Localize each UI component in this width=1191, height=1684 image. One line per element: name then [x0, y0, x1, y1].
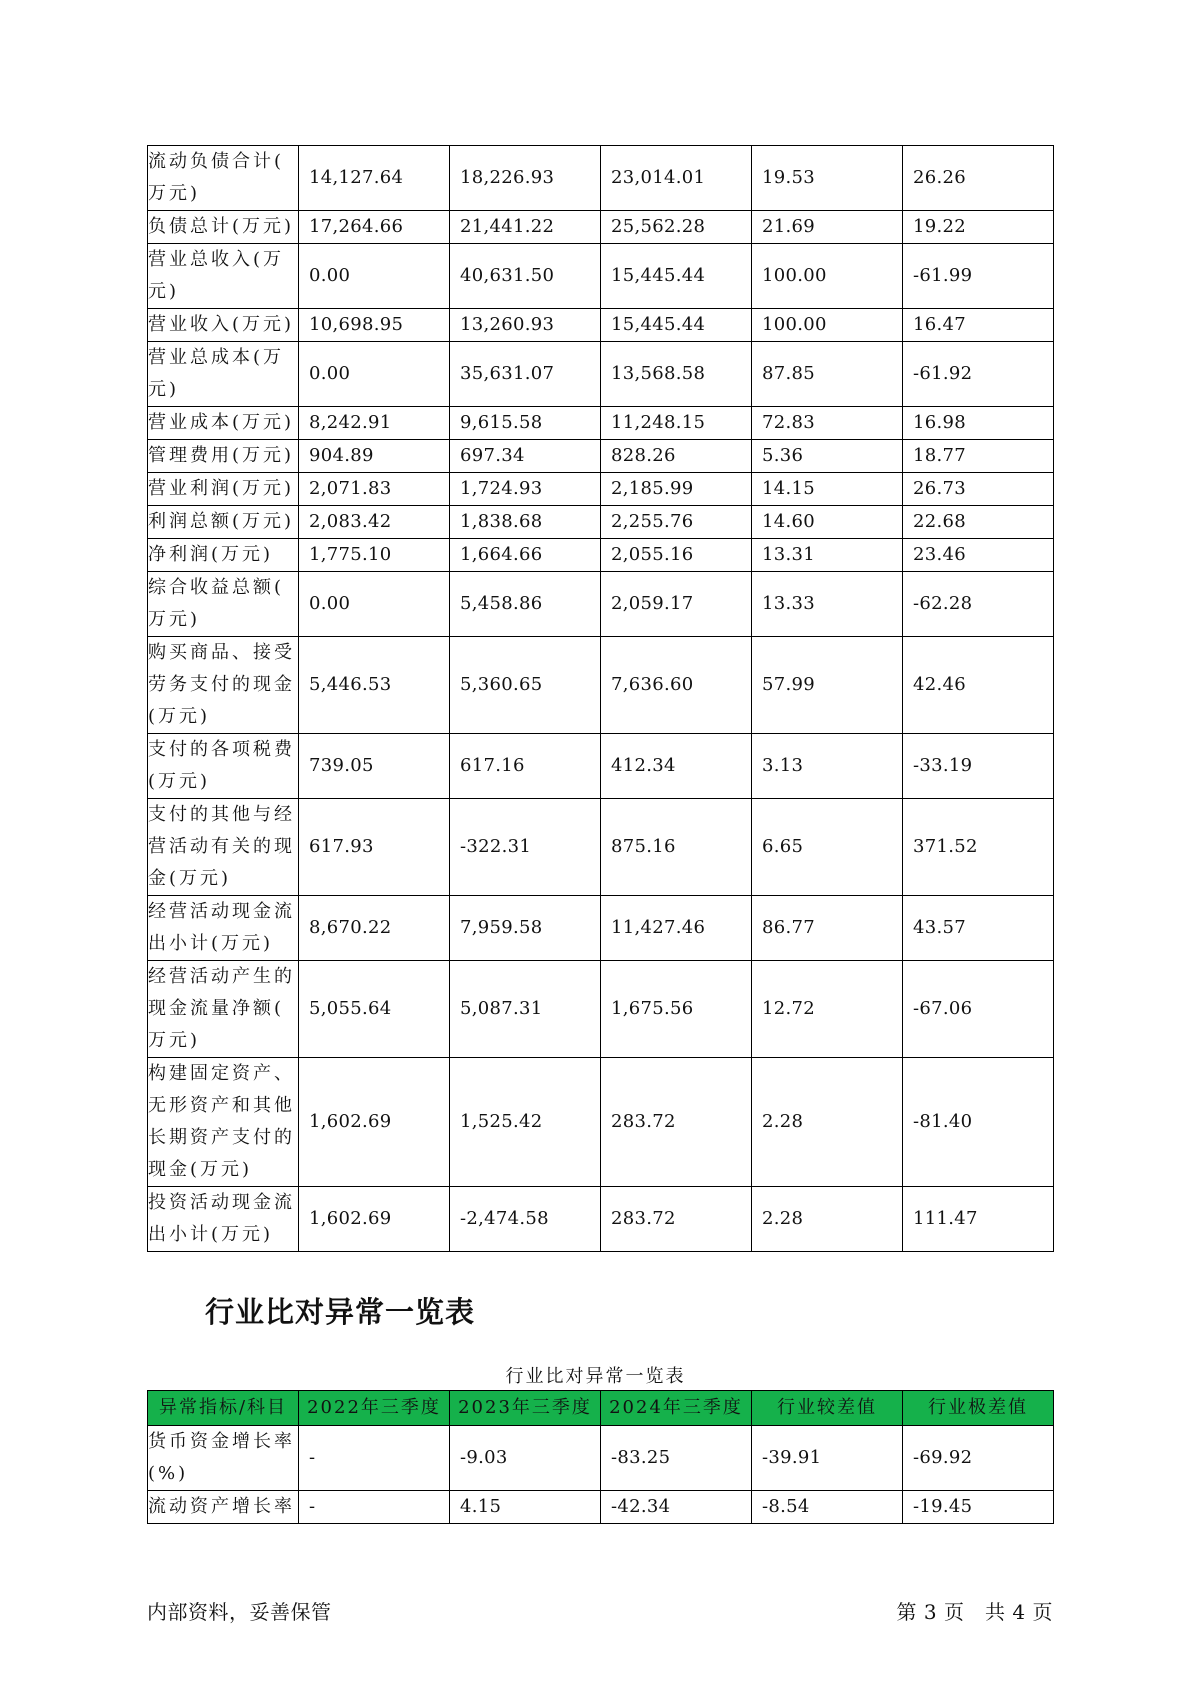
row-label	[148, 799, 299, 896]
row-label	[148, 1491, 299, 1524]
table-row	[148, 1426, 1054, 1491]
table-cell: 1,675.56	[601, 961, 752, 1058]
row-label-line: 金(万元)	[148, 868, 232, 889]
row-label-line: (万元)	[148, 771, 211, 792]
table-cell: 13.33	[752, 572, 903, 637]
row-label-line: 万元)	[148, 609, 201, 630]
table-cell: 18,226.93	[450, 146, 601, 211]
row-label-line: 营业成本(万元)	[148, 412, 295, 433]
column-header: 2024年三季度	[601, 1391, 752, 1426]
table-cell: 2.28	[752, 1187, 903, 1252]
row-label	[148, 637, 299, 734]
row-label	[148, 440, 299, 473]
table-cell: 1,525.42	[450, 1058, 601, 1187]
table-cell: 13.31	[752, 539, 903, 572]
row-label-line: 出小计(万元)	[148, 933, 274, 954]
table-cell: 21.69	[752, 211, 903, 244]
column-header: 2022年三季度	[299, 1391, 450, 1426]
table-cell: 26.73	[903, 473, 1054, 506]
table-cell: 87.85	[752, 342, 903, 407]
table-cell: 86.77	[752, 896, 903, 961]
table-cell: 13,260.93	[450, 309, 601, 342]
column-header: 异常指标/科目	[148, 1391, 299, 1426]
row-label-line: (%)	[148, 1463, 189, 1484]
row-label-line: 现金流量净额(	[148, 998, 285, 1019]
table-cell: 57.99	[752, 637, 903, 734]
row-label	[148, 309, 299, 342]
row-label-line: 元)	[148, 281, 180, 302]
table-cell: 19.53	[752, 146, 903, 211]
table-cell: 2,071.83	[299, 473, 450, 506]
row-label	[148, 407, 299, 440]
table-cell: 13,568.58	[601, 342, 752, 407]
row-label-line: 营业收入(万元)	[148, 314, 295, 335]
row-label-line: 元)	[148, 379, 180, 400]
row-label-line: 万元)	[148, 183, 201, 204]
table-cell: 22.68	[903, 506, 1054, 539]
row-label	[148, 244, 299, 309]
table-row	[148, 572, 1054, 637]
table-cell: 2,059.17	[601, 572, 752, 637]
row-label	[148, 211, 299, 244]
table-cell: 0.00	[299, 244, 450, 309]
industry-comparison-table	[147, 1390, 1054, 1524]
table-cell: 617.93	[299, 799, 450, 896]
table-cell: 904.89	[299, 440, 450, 473]
table-cell: 18.77	[903, 440, 1054, 473]
table-cell: 371.52	[903, 799, 1054, 896]
table-cell: 283.72	[601, 1187, 752, 1252]
row-label-line: 流动负债合计(	[148, 151, 285, 172]
table-cell: 5.36	[752, 440, 903, 473]
row-label-line: 现金(万元)	[148, 1159, 253, 1180]
row-label-line: (万元)	[148, 706, 211, 727]
table-row	[148, 211, 1054, 244]
table-cell: 283.72	[601, 1058, 752, 1187]
table-row	[148, 1491, 1054, 1524]
table-cell: 111.47	[903, 1187, 1054, 1252]
table-cell: 1,664.66	[450, 539, 601, 572]
table-row	[148, 440, 1054, 473]
table-cell: 2,185.99	[601, 473, 752, 506]
row-label-line: 净利润(万元)	[148, 544, 274, 565]
table-cell: 19.22	[903, 211, 1054, 244]
table-cell: -67.06	[903, 961, 1054, 1058]
table-cell: 14.15	[752, 473, 903, 506]
table-cell: -62.28	[903, 572, 1054, 637]
footer-confidential-note: 内部资料，妥善保管	[147, 1600, 332, 1624]
table-cell: -83.25	[601, 1426, 752, 1491]
table-cell: -42.34	[601, 1491, 752, 1524]
table-cell: 35,631.07	[450, 342, 601, 407]
row-label-line: 万元)	[148, 1030, 201, 1051]
row-label	[148, 1187, 299, 1252]
column-header: 行业较差值	[752, 1391, 903, 1426]
table-cell: 5,446.53	[299, 637, 450, 734]
table-cell: 72.83	[752, 407, 903, 440]
table-cell: 875.16	[601, 799, 752, 896]
table-cell: 8,242.91	[299, 407, 450, 440]
table-cell: 42.46	[903, 637, 1054, 734]
table-caption: 行业比对异常一览表	[505, 1366, 686, 1387]
section-heading: 行业比对异常一览表	[205, 1295, 476, 1329]
table-cell: 43.57	[903, 896, 1054, 961]
table-cell: -	[299, 1491, 450, 1524]
table-cell: 100.00	[752, 244, 903, 309]
table-cell: -33.19	[903, 734, 1054, 799]
table-cell: -19.45	[903, 1491, 1054, 1524]
table-cell: 8,670.22	[299, 896, 450, 961]
table-cell: 1,775.10	[299, 539, 450, 572]
table-cell: 14,127.64	[299, 146, 450, 211]
table-cell: -61.92	[903, 342, 1054, 407]
table-cell: 1,602.69	[299, 1058, 450, 1187]
row-label-line: 长期资产支付的	[148, 1127, 295, 1148]
table-cell: 26.26	[903, 146, 1054, 211]
row-label-line: 经营活动现金流	[148, 901, 295, 922]
row-label-line: 构建固定资产、	[148, 1063, 295, 1084]
table-cell: 10,698.95	[299, 309, 450, 342]
row-label	[148, 896, 299, 961]
row-label-line: 负债总计(万元)	[148, 216, 295, 237]
row-label-line: 无形资产和其他	[148, 1095, 295, 1116]
table-cell: 0.00	[299, 572, 450, 637]
table-cell: 17,264.66	[299, 211, 450, 244]
table-cell: 4.15	[450, 1491, 601, 1524]
table-row	[148, 799, 1054, 896]
row-label-line: 经营活动产生的	[148, 966, 295, 987]
table-cell: 2,055.16	[601, 539, 752, 572]
table-cell: 828.26	[601, 440, 752, 473]
table-row	[148, 539, 1054, 572]
table-cell: 0.00	[299, 342, 450, 407]
row-label-line: 营活动有关的现	[148, 836, 295, 857]
table-row	[148, 342, 1054, 407]
table-cell: -2,474.58	[450, 1187, 601, 1252]
table-cell: -69.92	[903, 1426, 1054, 1491]
table-cell: 412.34	[601, 734, 752, 799]
row-label-line: 出小计(万元)	[148, 1224, 274, 1245]
row-label	[148, 1058, 299, 1187]
table-row	[148, 896, 1054, 961]
table-cell: 9,615.58	[450, 407, 601, 440]
table-cell: -322.31	[450, 799, 601, 896]
table-cell: 1,838.68	[450, 506, 601, 539]
table-cell: 617.16	[450, 734, 601, 799]
table-cell: 2,083.42	[299, 506, 450, 539]
table-cell: -	[299, 1426, 450, 1491]
row-label	[148, 572, 299, 637]
row-label	[148, 734, 299, 799]
table-cell: 5,458.86	[450, 572, 601, 637]
row-label-line: 综合收益总额(	[148, 577, 285, 598]
row-label	[148, 1426, 299, 1491]
table-row	[148, 244, 1054, 309]
table-cell: 14.60	[752, 506, 903, 539]
table-cell: 23.46	[903, 539, 1054, 572]
table-cell: 7,959.58	[450, 896, 601, 961]
row-label-line: 营业利润(万元)	[148, 478, 295, 499]
row-label-line: 货币资金增长率	[148, 1431, 295, 1452]
row-label-line: 营业总收入(万	[148, 249, 285, 270]
footer-page-number: 第 3 页 共 4 页	[896, 1600, 1053, 1624]
table-cell: 23,014.01	[601, 146, 752, 211]
row-label-line: 购买商品、接受	[148, 642, 295, 663]
table-cell: 5,087.31	[450, 961, 601, 1058]
row-label-line: 营业总成本(万	[148, 347, 285, 368]
table-cell: -81.40	[903, 1058, 1054, 1187]
table-cell: 7,636.60	[601, 637, 752, 734]
row-label-line: 支付的其他与经	[148, 804, 295, 825]
row-label	[148, 473, 299, 506]
table-row	[148, 407, 1054, 440]
table-cell: -8.54	[752, 1491, 903, 1524]
table-cell: -39.91	[752, 1426, 903, 1491]
row-label	[148, 539, 299, 572]
table-cell: 40,631.50	[450, 244, 601, 309]
table-cell: 739.05	[299, 734, 450, 799]
table-cell: 3.13	[752, 734, 903, 799]
table-cell: -61.99	[903, 244, 1054, 309]
table-row	[148, 146, 1054, 211]
table-cell: 5,360.65	[450, 637, 601, 734]
table-cell: 5,055.64	[299, 961, 450, 1058]
table-cell: 15,445.44	[601, 309, 752, 342]
table-cell: 2.28	[752, 1058, 903, 1187]
table-cell: 15,445.44	[601, 244, 752, 309]
table-cell: -9.03	[450, 1426, 601, 1491]
table-row	[148, 637, 1054, 734]
table-row	[148, 1058, 1054, 1187]
table-cell: 11,248.15	[601, 407, 752, 440]
table-cell: 2,255.76	[601, 506, 752, 539]
row-label	[148, 342, 299, 407]
row-label	[148, 961, 299, 1058]
table-row	[148, 506, 1054, 539]
row-label-line: 流动资产增长率	[148, 1496, 295, 1517]
row-label	[148, 506, 299, 539]
table-row	[148, 473, 1054, 506]
table-cell: 100.00	[752, 309, 903, 342]
financial-data-table	[147, 145, 1054, 1252]
row-label-line: 投资活动现金流	[148, 1192, 295, 1213]
table-cell: 1,724.93	[450, 473, 601, 506]
row-label-line: 利润总额(万元)	[148, 511, 295, 532]
column-header: 行业极差值	[903, 1391, 1054, 1426]
table-cell: 6.65	[752, 799, 903, 896]
table-row	[148, 1187, 1054, 1252]
table-cell: 25,562.28	[601, 211, 752, 244]
table-cell: 16.98	[903, 407, 1054, 440]
table-header-row	[148, 1391, 1054, 1426]
column-header: 2023年三季度	[450, 1391, 601, 1426]
table-cell: 16.47	[903, 309, 1054, 342]
table-cell: 1,602.69	[299, 1187, 450, 1252]
table-cell: 21,441.22	[450, 211, 601, 244]
table-row	[148, 734, 1054, 799]
row-label-line: 管理费用(万元)	[148, 445, 295, 466]
table-cell: 11,427.46	[601, 896, 752, 961]
row-label-line: 劳务支付的现金	[148, 674, 295, 695]
table-cell: 12.72	[752, 961, 903, 1058]
table-cell: 697.34	[450, 440, 601, 473]
table-row	[148, 961, 1054, 1058]
row-label-line: 支付的各项税费	[148, 739, 295, 760]
row-label	[148, 146, 299, 211]
table-row	[148, 309, 1054, 342]
